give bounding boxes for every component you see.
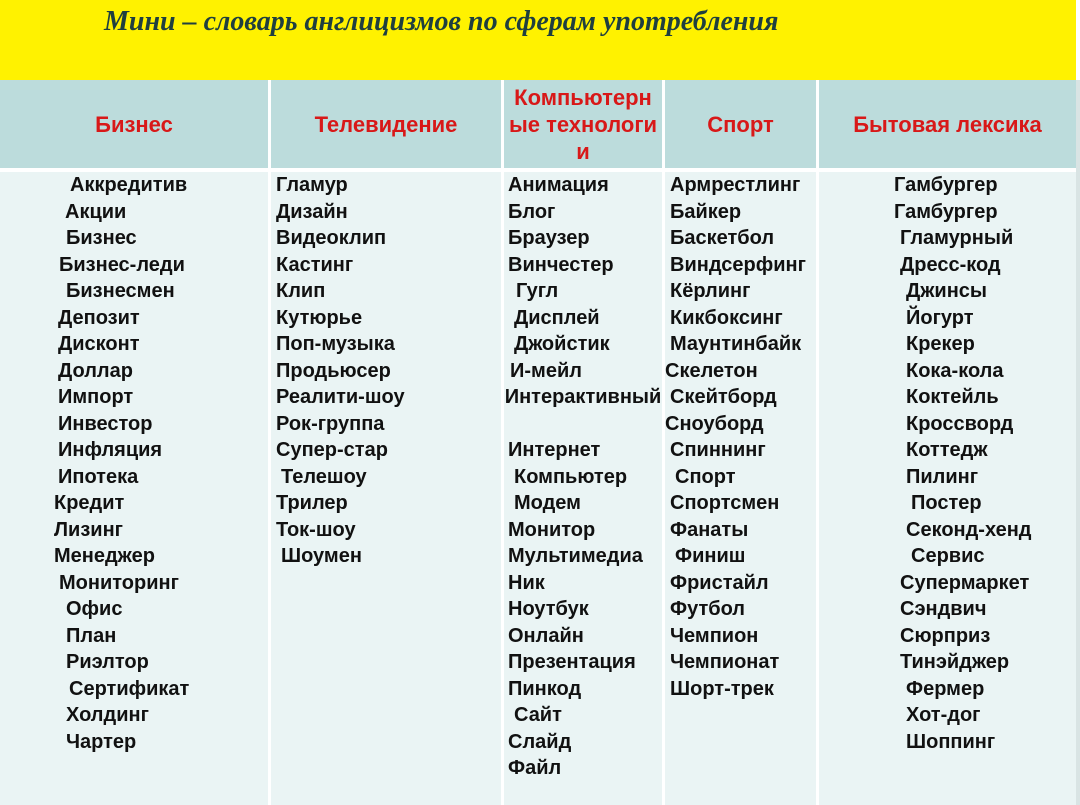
header-sport (665, 80, 816, 168)
list-item: Кока-кола (906, 359, 1004, 382)
list-item: Супермаркет (900, 571, 1030, 594)
list-item: Сэндвич (900, 598, 987, 620)
page-title: Мини – словарь англицизмов по сферам употребления (104, 6, 779, 37)
list-item: Блог (508, 200, 556, 223)
list-item: Дресс-код (900, 253, 1001, 276)
list-item: Постер (911, 492, 982, 514)
list-item: Анимация (508, 174, 609, 196)
list-item: Бизнес (66, 227, 137, 249)
list-item: Финиш (675, 545, 746, 567)
list-item: Пилинг (906, 465, 979, 488)
list-item: Акции (65, 200, 127, 223)
list-item: Чемпионат (670, 651, 780, 673)
list-item: Менеджер (54, 545, 155, 567)
list-item: Монитор (508, 518, 596, 541)
list-item: Ток-шоу (276, 518, 356, 541)
list-item: Кёрлинг (670, 280, 751, 302)
header-computer-label: Компьютерные технологии (508, 84, 658, 164)
header-household-label: Бытовая лексика (853, 111, 1042, 137)
list-item: Сервис (911, 545, 985, 567)
list-item: Интернет (508, 439, 601, 461)
list-item: Импорт (58, 386, 134, 408)
list-item: Телешоу (281, 465, 367, 488)
list-item: Компьютер (514, 465, 628, 488)
column-household (819, 172, 1076, 755)
list-item: Скейтборд (670, 386, 777, 408)
header-business-label: Бизнес (95, 111, 173, 137)
list-item: Крекер (906, 333, 975, 355)
list-item: Бизнесмен (66, 280, 175, 302)
list-item: Депозит (58, 306, 140, 329)
list-item: Поп-музыка (276, 333, 395, 355)
list-item: Секонд-хенд (906, 518, 1032, 541)
list-item: Интерактивный (504, 386, 662, 408)
list-item: Баскетбол (670, 227, 775, 249)
list-item: Модем (514, 492, 581, 514)
list-item: Офис (66, 598, 123, 620)
list-item: Гамбургер (894, 200, 998, 223)
list-item: Кастинг (276, 253, 354, 276)
list-item: Фанаты (670, 518, 749, 541)
list-item: Файл (508, 757, 562, 779)
list-item: Дизайн (276, 200, 348, 223)
list-item: Чартер (66, 730, 137, 753)
list-item: Риэлтор (66, 651, 149, 673)
list-item: Сноуборд (665, 412, 764, 435)
list-item: Маунтинбайк (670, 333, 802, 355)
list-item: Спортсмен (670, 492, 780, 514)
list-item: Джинсы (906, 280, 988, 302)
header-sport-label: Спорт (707, 111, 774, 137)
list-item: Спорт (675, 465, 736, 488)
list-item: Доллар (58, 359, 133, 382)
header-television (271, 80, 501, 168)
list-item: Реалити-шоу (276, 386, 405, 408)
list-item: Инфляция (58, 439, 163, 461)
list-item: Ипотека (58, 465, 139, 488)
list-item: Мультимедиа (508, 545, 643, 567)
list-item: Шоппинг (906, 730, 996, 753)
list-item: План (66, 624, 117, 647)
list-item: Кикбоксинг (670, 306, 783, 329)
list-item: Джойстик (514, 333, 610, 355)
list-item: Кутюрье (276, 306, 363, 329)
list-item: Инвестор (58, 412, 153, 435)
list-item: Фристайл (670, 571, 769, 594)
list-item: Дисконт (58, 333, 140, 355)
list-item: Сертификат (69, 677, 190, 700)
list-item: Спиннинг (670, 439, 766, 461)
header-television-label: Телевидение (314, 111, 458, 137)
list-item: Ник (508, 571, 545, 594)
list-item: Супер-стар (276, 439, 388, 461)
list-item: Гламур (276, 174, 348, 196)
list-item: И-мейл (510, 359, 582, 382)
header-computer (504, 80, 662, 168)
list-item: Видеоклип (276, 227, 387, 249)
list-item: Кредит (54, 492, 125, 514)
list-item: Хот-дог (906, 704, 981, 726)
list-item: Гугл (516, 280, 559, 302)
list-item: Сайт (514, 704, 562, 726)
list-item: Коктейль (906, 386, 999, 408)
list-item: Рок-группа (276, 412, 385, 435)
list-item: Виндсерфинг (670, 253, 806, 276)
list-item: Чемпион (670, 624, 759, 647)
list-item: Шоумен (281, 545, 362, 567)
list-item: Футбол (670, 598, 746, 620)
table-edge (1076, 80, 1080, 805)
column-computer (504, 172, 662, 782)
list-item: Коттедж (906, 439, 988, 461)
list-item: Винчестер (508, 253, 614, 276)
list-item: Сюрприз (900, 624, 991, 647)
list-item: Мониторинг (59, 571, 179, 594)
list-item: Ноутбук (508, 598, 589, 620)
list-item: Трилер (276, 492, 348, 514)
list-item: Аккредитив (70, 174, 188, 196)
list-item: Гламурный (900, 227, 1014, 249)
list-item: Холдинг (66, 704, 149, 726)
list-item: Слайд (508, 730, 572, 753)
title-banner (0, 0, 1080, 80)
list-item: Скелетон (665, 359, 758, 382)
list-item: Фермер (906, 677, 985, 700)
list-item: Шорт-трек (670, 677, 774, 700)
list-item: Гамбургер (894, 174, 998, 196)
header-household (819, 80, 1076, 168)
list-item: Продьюсер (276, 359, 391, 382)
list-item: Армрестлинг (670, 174, 801, 196)
list-item: Пинкод (508, 677, 582, 700)
list-item: Лизинг (54, 518, 123, 541)
list-item: Клип (276, 280, 326, 302)
list-item: Байкер (670, 200, 742, 223)
column-television (271, 172, 501, 570)
list-item: Кроссворд (906, 412, 1014, 435)
list-item: Презентация (508, 651, 636, 673)
list-item: Онлайн (508, 624, 584, 647)
header-business (0, 80, 268, 168)
column-sport (665, 172, 816, 702)
column-business (0, 172, 268, 755)
list-item: Дисплей (514, 306, 600, 329)
list-item: Браузер (508, 227, 590, 249)
list-item: Тинэйджер (900, 651, 1010, 673)
list-item: Йогурт (906, 306, 974, 329)
list-item: Бизнес-леди (59, 253, 185, 276)
